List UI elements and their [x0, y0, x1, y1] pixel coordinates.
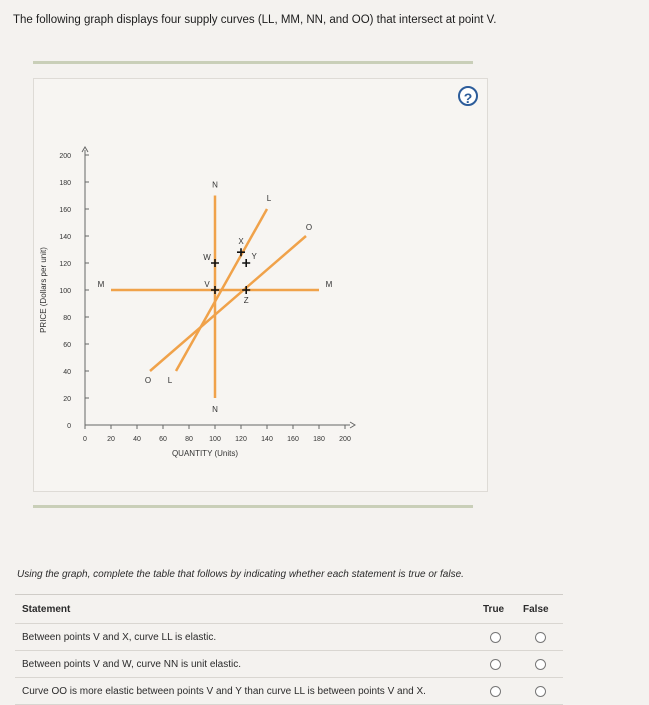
curve-label-start: L [167, 376, 173, 385]
point-label: W [203, 253, 211, 262]
curve-label-end: M [325, 280, 333, 289]
y-tick-label: 80 [63, 315, 71, 322]
y-tick-label: 140 [59, 234, 71, 241]
point-v [211, 286, 219, 294]
curve-oo [150, 236, 306, 371]
y-tick-label: 40 [63, 369, 71, 376]
y-tick-label: 200 [59, 153, 71, 160]
table-row [15, 624, 563, 651]
point-label: V [204, 280, 210, 289]
help-icon[interactable]: ? [458, 86, 478, 106]
curve-label-end: N [212, 180, 218, 190]
x-axis-label: QUANTITY (Units) [171, 449, 239, 458]
x-tick-label: 0 [83, 436, 87, 443]
statement-table [15, 594, 563, 705]
true-radio[interactable] [490, 632, 501, 643]
curve-label-end: O [305, 223, 313, 232]
y-tick-label: 120 [59, 261, 71, 268]
x-tick-label: 200 [339, 436, 351, 443]
point-label: Z [243, 296, 249, 305]
x-tick-label: 140 [261, 436, 273, 443]
false-radio[interactable] [535, 632, 546, 643]
header-statement: Statement [22, 603, 71, 615]
y-axis-label: PRICE (Dollars per unit) [39, 247, 48, 333]
x-tick-label: 20 [107, 436, 115, 443]
x-tick-label: 120 [235, 436, 247, 443]
y-tick-label: 0 [67, 423, 71, 430]
x-tick-label: 100 [209, 436, 221, 443]
false-radio[interactable] [535, 686, 546, 697]
point-label: Y [251, 252, 257, 261]
question-text: The following graph displays four supply curves (LL, MM, NN, and OO) that intersect at point V. [13, 14, 497, 26]
y-tick-label: 60 [63, 342, 71, 349]
point-y [242, 259, 250, 267]
true-radio[interactable] [490, 659, 501, 670]
table-row [15, 651, 563, 678]
curve-label-start: N [212, 405, 218, 414]
header-false: False [523, 603, 549, 615]
y-tick-label: 160 [59, 207, 71, 214]
x-tick-label: 180 [313, 436, 325, 443]
x-tick-label: 40 [133, 436, 141, 443]
false-radio[interactable] [535, 659, 546, 670]
y-tick-label: 180 [59, 180, 71, 187]
curve-label-start: O [144, 376, 152, 385]
statement-text: Between points V and X, curve LL is elastic. [22, 631, 217, 643]
table-row [15, 678, 563, 705]
bottom-divider [33, 505, 473, 508]
point-label: X [238, 237, 244, 247]
x-tick-label: 60 [159, 436, 167, 443]
statement-text: Curve OO is more elastic between points V and Y than curve LL is between points V and X. [22, 685, 426, 697]
x-axis-arrow [350, 422, 355, 428]
curve-label-start: M [97, 280, 105, 289]
table-header [15, 595, 563, 624]
y-tick-label: 100 [59, 288, 71, 295]
x-tick-label: 160 [287, 436, 299, 443]
statement-text: Between points V and W, curve NN is unit elastic. [22, 658, 241, 670]
point-w [211, 259, 219, 267]
y-tick-label: 20 [63, 396, 71, 403]
header-true: True [483, 603, 505, 615]
true-radio[interactable] [490, 686, 501, 697]
point-z [242, 286, 250, 294]
instruction-text: Using the graph, complete the table that follows by indicating whether each statement is true or false. [17, 569, 464, 580]
curve-label-end: L [266, 194, 272, 203]
x-tick-label: 80 [185, 436, 193, 443]
